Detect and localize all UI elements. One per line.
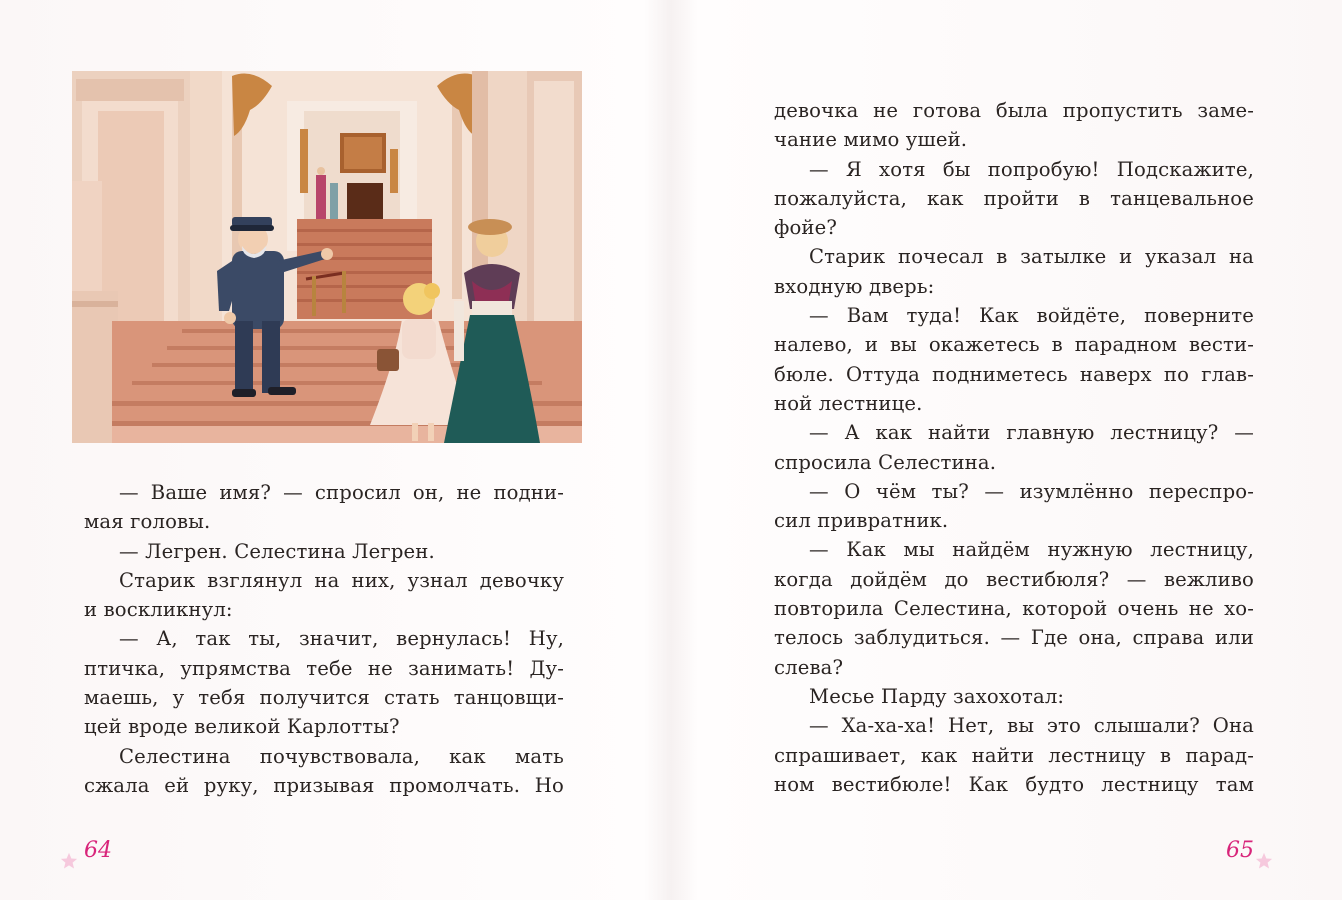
- right-page-text: [774, 96, 1254, 799]
- left-line-2: мая головы.: [84, 510, 211, 534]
- right-line-13: спросила Селестина.: [774, 450, 997, 474]
- right-line-16: — Как мы найдём нужную лестницу,: [809, 538, 1254, 562]
- right-line-5: фойе?: [774, 216, 838, 240]
- illustration-opera-entrance: [72, 71, 582, 443]
- left-line-8: маешь, у тебя получится стать танцовщи-: [84, 686, 564, 710]
- right-line-22: — Ха-ха-ха! Нет, вы это слышали? Она: [809, 714, 1254, 738]
- left-line-4: Старик взглянул на них, узнал девочку: [119, 568, 564, 592]
- right-line-24: ном вестибюле! Как будто лестницу там: [774, 772, 1254, 796]
- page-number-left: 64: [84, 838, 112, 863]
- left-line-5: и воскликнул:: [84, 598, 233, 622]
- right-line-6: Старик почесал в затылке и указал на: [809, 245, 1254, 269]
- page-number-right: 65: [1226, 838, 1254, 863]
- star-icon: [60, 852, 78, 870]
- right-line-17: когда дойдём до вестибюля? — вежливо: [774, 567, 1254, 591]
- right-line-12: — А как найти главную лестницу? —: [809, 421, 1254, 445]
- right-line-9: налево, и вы окажетесь в парадном вести-: [774, 333, 1254, 357]
- right-line-2: чание мимо ушей.: [774, 128, 968, 152]
- left-line-6: — А, так ты, значит, вернулась! Ну,: [119, 627, 564, 651]
- star-icon: [1255, 852, 1273, 870]
- right-line-18: повторила Селестина, которой очень не хо-: [774, 597, 1254, 621]
- right-line-15: сил привратник.: [774, 509, 949, 533]
- right-line-8: — Вам туда! Как войдёте, поверните: [809, 304, 1254, 328]
- left-line-9: цей вроде великой Карлотты?: [84, 715, 400, 739]
- left-line-11: сжала ей руку, призывая промолчать. Но: [84, 773, 564, 797]
- right-line-23: спрашивает, как найти лестницу в парад-: [774, 743, 1254, 767]
- right-line-1: девочка не готова была пропустить заме-: [774, 99, 1254, 122]
- right-line-4: пожалуйста, как пройти в танцевальное: [774, 186, 1254, 210]
- left-page-text: [84, 478, 564, 800]
- right-line-3: — Я хотя бы попробую! Подскажите,: [809, 157, 1254, 181]
- left-line-3: — Легрен. Селестина Легрен.: [119, 539, 435, 563]
- left-line-1: — Ваше имя? — спросил он, не подни-: [119, 481, 564, 504]
- right-line-11: ной лестнице.: [774, 391, 923, 415]
- left-line-7: птичка, упрямства тебе не занимать! Ду-: [84, 656, 564, 680]
- left-line-10: Селестина почувствовала, как мать: [119, 744, 564, 768]
- right-line-19: телось заблудиться. — Где она, справа или: [774, 626, 1254, 650]
- right-line-21: Месье Парду захохотал:: [809, 684, 1065, 708]
- right-line-14: — О чём ты? — изумлённо переспро-: [809, 479, 1254, 503]
- right-line-10: бюле. Оттуда подниметесь наверх по глав-: [774, 362, 1254, 386]
- right-line-7: входную дверь:: [774, 274, 935, 298]
- right-line-20: слева?: [774, 655, 844, 679]
